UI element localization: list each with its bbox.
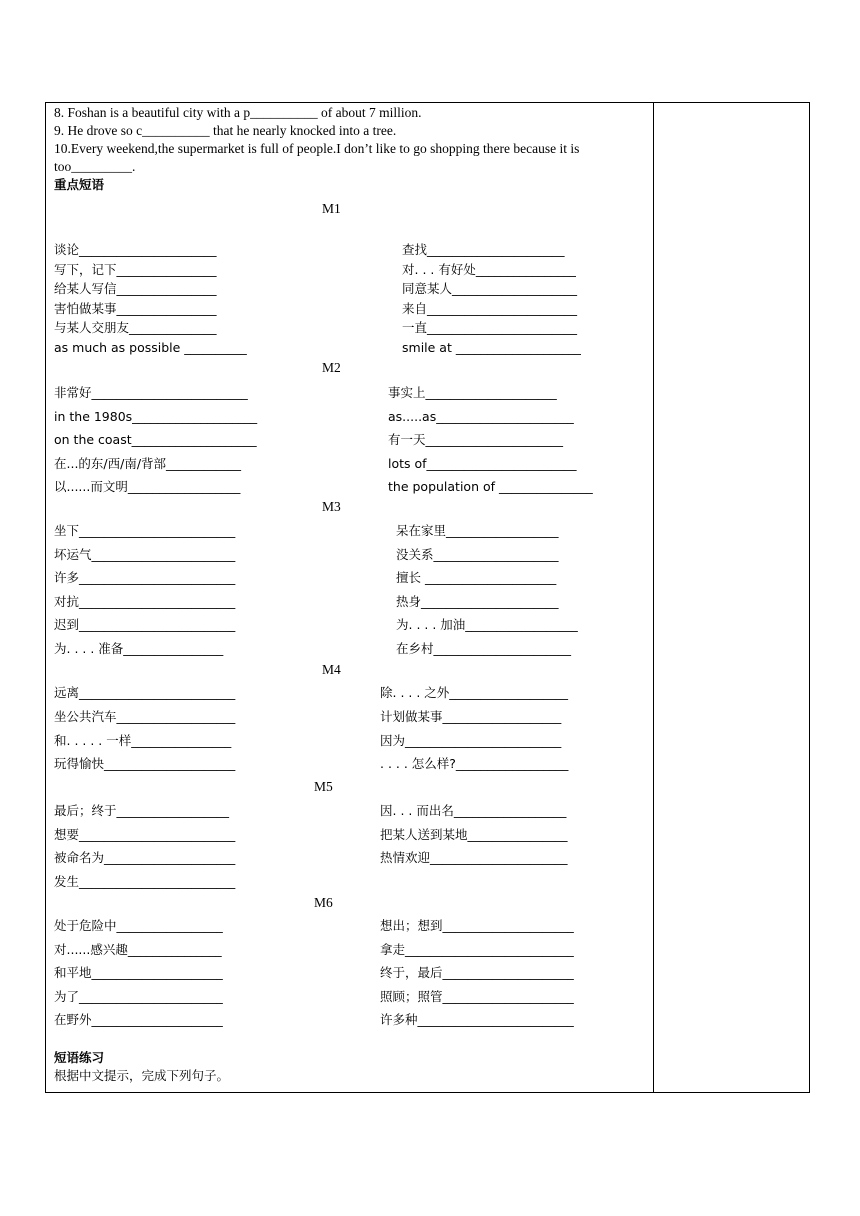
phrase-left: 非常好_________________________ xyxy=(54,385,248,400)
phrase-left: 害怕做某事________________ xyxy=(54,301,217,316)
phrase-left: 和平地_____________________ xyxy=(54,965,223,980)
phrase-right: 热身______________________ xyxy=(396,594,559,609)
phrase-right: 对. . . 有好处________________ xyxy=(402,262,576,277)
phrase-right: 计划做某事___________________ xyxy=(380,709,562,724)
phrase-right: lots of________________________ xyxy=(388,456,577,471)
phrase-right: 查找______________________ xyxy=(402,242,565,257)
phrase-right: 拿走___________________________ xyxy=(380,942,574,957)
phrase-left: in the 1980s____________________ xyxy=(54,409,258,424)
phrase-right: 同意某人____________________ xyxy=(402,281,578,296)
phrase-right: 照顾；照管_____________________ xyxy=(380,989,574,1004)
module-heading: M3 xyxy=(322,499,341,514)
phrase-left: 与某人交朋友______________ xyxy=(54,320,217,335)
phrase-left: 迟到_________________________ xyxy=(54,617,236,632)
phrase-right: . . . . 怎么样?__________________ xyxy=(380,756,569,771)
phrase-left: 坏运气_______________________ xyxy=(54,547,236,562)
phrase-right: 因为_________________________ xyxy=(380,733,562,748)
sentence-10: 10.Every weekend,the supermarket is full of people.I don’t like to go shopping there because it is xyxy=(54,141,580,156)
phrase-left: 为了_______________________ xyxy=(54,989,223,1004)
worksheet-table xyxy=(45,102,810,1093)
practice-title: 短语练习 xyxy=(54,1050,105,1065)
phrase-right: 没关系____________________ xyxy=(396,547,559,562)
phrase-right: 擅长 _____________________ xyxy=(396,570,557,585)
phrase-right: 想出；想到_____________________ xyxy=(380,918,574,933)
phrase-right: 事实上_____________________ xyxy=(388,385,557,400)
phrase-right: 一直________________________ xyxy=(402,320,578,335)
phrase-left: 在...的东/西/南/背部____________ xyxy=(54,456,242,471)
phrase-right: 热情欢迎______________________ xyxy=(380,850,568,865)
sentence-9: 9. He drove so c__________ that he nearly knocked into a tree. xyxy=(54,123,397,138)
phrase-right: 许多种_________________________ xyxy=(380,1012,574,1027)
phrase-left: 以......而文明__________________ xyxy=(54,479,241,494)
module-heading: M2 xyxy=(322,360,341,375)
phrase-left: 发生_________________________ xyxy=(54,874,236,889)
phrase-left: 被命名为_____________________ xyxy=(54,850,236,865)
phrase-left: 最后；终于__________________ xyxy=(54,803,230,818)
phrase-right: 来自________________________ xyxy=(402,301,578,316)
phrase-right: 有一天______________________ xyxy=(388,432,564,447)
phrase-left: 坐下_________________________ xyxy=(54,523,236,538)
phrase-left: as much as possible __________ xyxy=(54,340,247,355)
sentence-8: 8. Foshan is a beautiful city with a p__________ of about 7 million. xyxy=(54,105,422,120)
phrase-left: 谈论______________________ xyxy=(54,242,217,257)
sentence-10-continued: too_________. xyxy=(54,159,136,174)
phrase-right: smile at ____________________ xyxy=(402,340,581,355)
phrase-right: as.....as______________________ xyxy=(388,409,574,424)
phrase-left: 处于危险中_________________ xyxy=(54,918,223,933)
phrase-left: 给某人写信________________ xyxy=(54,281,217,296)
phrase-left: 玩得愉快_____________________ xyxy=(54,756,236,771)
phrase-left: 写下，记下________________ xyxy=(54,262,217,277)
section-title: 重点短语 xyxy=(54,177,105,192)
practice-instruction: 根据中文提示，完成下列句子。 xyxy=(54,1068,230,1083)
phrase-right: 终于，最后_____________________ xyxy=(380,965,574,980)
phrase-right: 除. . . . 之外___________________ xyxy=(380,685,569,700)
phrase-left: 想要_________________________ xyxy=(54,827,236,842)
phrase-right: 因. . . 而出名__________________ xyxy=(380,803,567,818)
phrase-right: 为. . . . 加油__________________ xyxy=(396,617,578,632)
column-divider xyxy=(653,103,654,1092)
phrase-left: 为. . . . 准备________________ xyxy=(54,641,224,656)
phrase-right: 呆在家里__________________ xyxy=(396,523,559,538)
phrase-left: 和. . . . . 一样________________ xyxy=(54,733,232,748)
phrase-left: 对......感兴趣_______________ xyxy=(54,942,222,957)
module-heading: M1 xyxy=(322,201,341,216)
phrase-left: on the coast____________________ xyxy=(54,432,257,447)
phrase-left: 坐公共汽车___________________ xyxy=(54,709,236,724)
module-heading: M6 xyxy=(314,895,333,910)
module-heading: M5 xyxy=(314,779,333,794)
phrase-left: 在野外_____________________ xyxy=(54,1012,223,1027)
phrase-left: 许多_________________________ xyxy=(54,570,236,585)
phrase-right: 把某人送到某地________________ xyxy=(380,827,568,842)
phrase-right: the population of _______________ xyxy=(388,479,593,494)
phrase-left: 对抗_________________________ xyxy=(54,594,236,609)
phrase-left: 远离_________________________ xyxy=(54,685,236,700)
phrase-right: 在乡村______________________ xyxy=(396,641,572,656)
module-heading: M4 xyxy=(322,662,341,677)
